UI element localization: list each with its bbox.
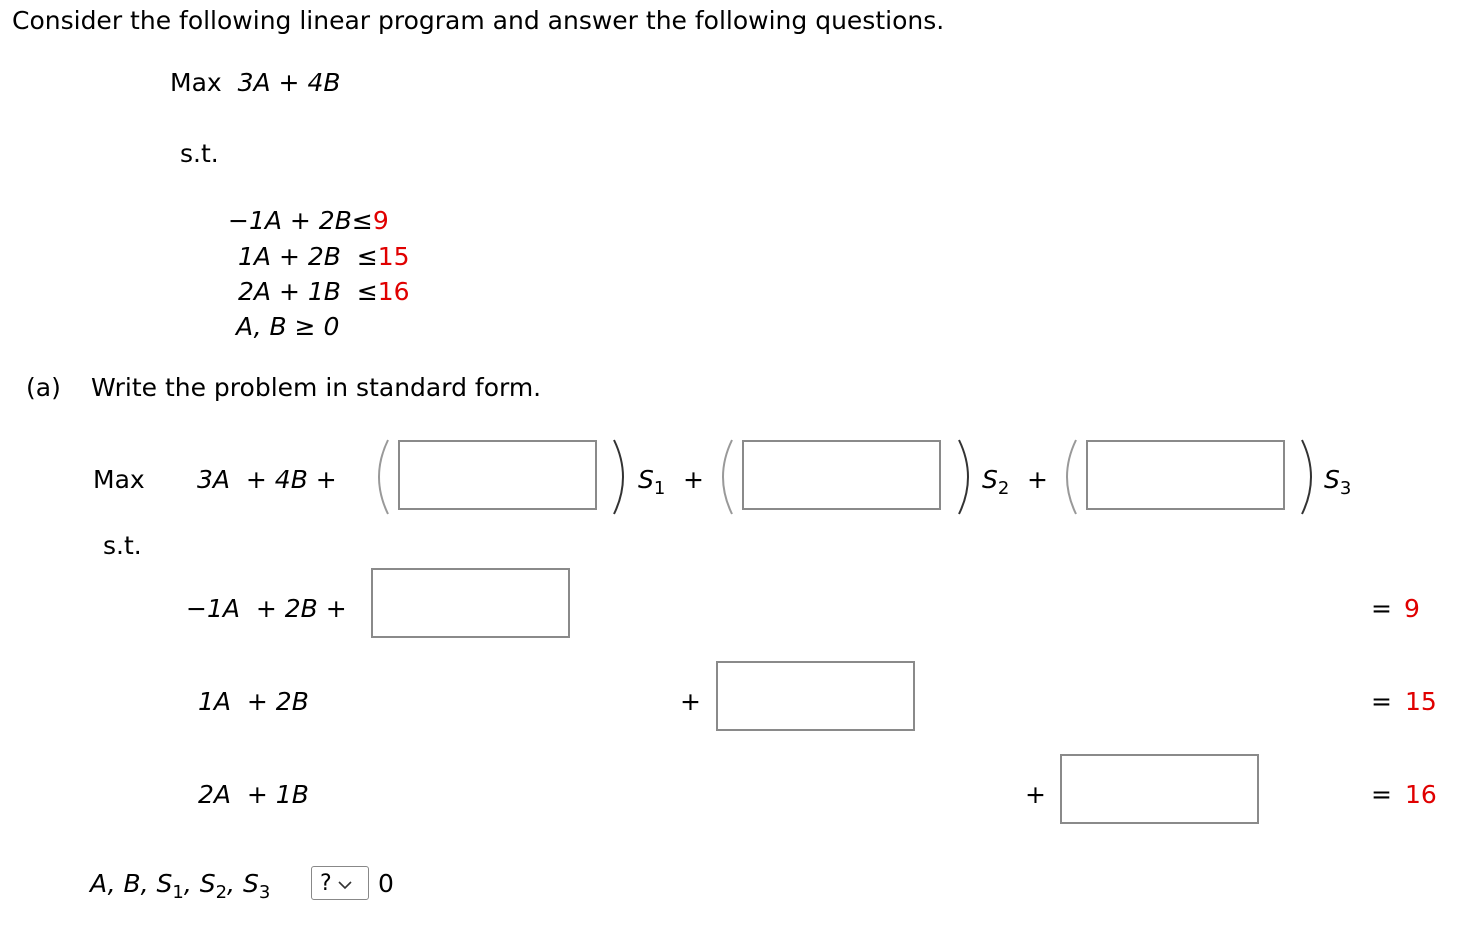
row3-plus: + (1025, 780, 1046, 809)
row2-equals: = (1371, 687, 1392, 716)
constraint-op: ≤ (356, 277, 378, 306)
part-a-label: (a) (26, 373, 61, 402)
part-a-question: Write the problem in standard form. (91, 373, 542, 402)
std-objective-prefix: 3A + 4B + (197, 465, 337, 494)
row1-equals: = (1371, 594, 1392, 623)
plus-sign: + (1027, 465, 1048, 494)
row3-equals: = (1371, 780, 1392, 809)
objective-var-s3 (1324, 465, 1352, 500)
objective-var-s1 (638, 465, 666, 500)
intro-text: Consider the following linear program and answer the following questions. (12, 6, 945, 35)
var-s: S (982, 465, 998, 494)
subscript: 1 (653, 478, 666, 500)
row1-s1-coef-input[interactable] (371, 568, 570, 638)
lp-constraint-3 (238, 279, 410, 304)
chevron-down-icon (338, 871, 352, 896)
plus-sign: + (683, 465, 704, 494)
objective-s1-coef-input[interactable] (398, 440, 597, 510)
row1-lhs: −1A + 2B + (186, 594, 347, 623)
objective-s3-coef-input[interactable] (1086, 440, 1285, 510)
subscript: 2 (215, 882, 228, 904)
objective-s2-coef-input[interactable] (742, 440, 941, 510)
var-s: S (1324, 465, 1340, 494)
lp-nonneg: A, B ≥ 0 (236, 312, 340, 341)
left-paren-icon (368, 438, 394, 516)
lp-st-label: s.t. (180, 139, 219, 168)
constraint-lhs: 2A + 1B (238, 277, 341, 306)
std-nonneg-vars: A, B, $S_1$, $S_2$, $S_3$ (90, 869, 271, 904)
lp-objective-expr: 3A + 4B (237, 68, 341, 97)
row3-s3-coef-input[interactable] (1060, 754, 1259, 824)
row2-s2-coef-input[interactable] (716, 661, 915, 731)
constraint-rhs: 9 (372, 206, 389, 235)
right-paren-icon (608, 438, 634, 516)
constraint-rhs: 15 (377, 242, 410, 271)
right-paren-icon (1296, 438, 1322, 516)
row2-plus: + (680, 687, 701, 716)
row3-rhs: 16 (1405, 780, 1437, 809)
constraint-lhs: −1A + 2B (228, 206, 352, 235)
subscript: 3 (1339, 478, 1352, 500)
nonneg-rhs: 0 (378, 869, 394, 898)
row1-rhs: 9 (1404, 594, 1420, 623)
lp-objective (170, 70, 341, 95)
constraint-op: ≤ (356, 242, 378, 271)
row2-lhs: 1A + 2B (198, 687, 309, 716)
select-value: ? (320, 870, 332, 896)
std-st-label: s.t. (103, 531, 142, 560)
nonneg-relation-select[interactable] (311, 866, 369, 900)
subscript: 2 (997, 478, 1010, 500)
constraint-op: ≤ (351, 206, 373, 235)
nonneg-var-list: A, B, S (90, 869, 173, 898)
lp-constraint-2 (238, 244, 410, 269)
std-max-label: Max (93, 465, 145, 494)
row2-rhs: 15 (1405, 687, 1437, 716)
lp-constraint-1 (228, 208, 389, 233)
constraint-rhs: 16 (377, 277, 410, 306)
left-paren-icon (1056, 438, 1082, 516)
constraint-lhs: 1A + 2B (238, 242, 341, 271)
var-s: S (638, 465, 654, 494)
subscript: 1 (172, 882, 184, 904)
right-paren-icon (953, 438, 979, 516)
left-paren-icon (712, 438, 738, 516)
subscript: 3 (258, 882, 271, 904)
row3-lhs: 2A + 1B (198, 780, 309, 809)
objective-var-s2 (982, 465, 1010, 500)
lp-max-label: Max (170, 68, 222, 97)
